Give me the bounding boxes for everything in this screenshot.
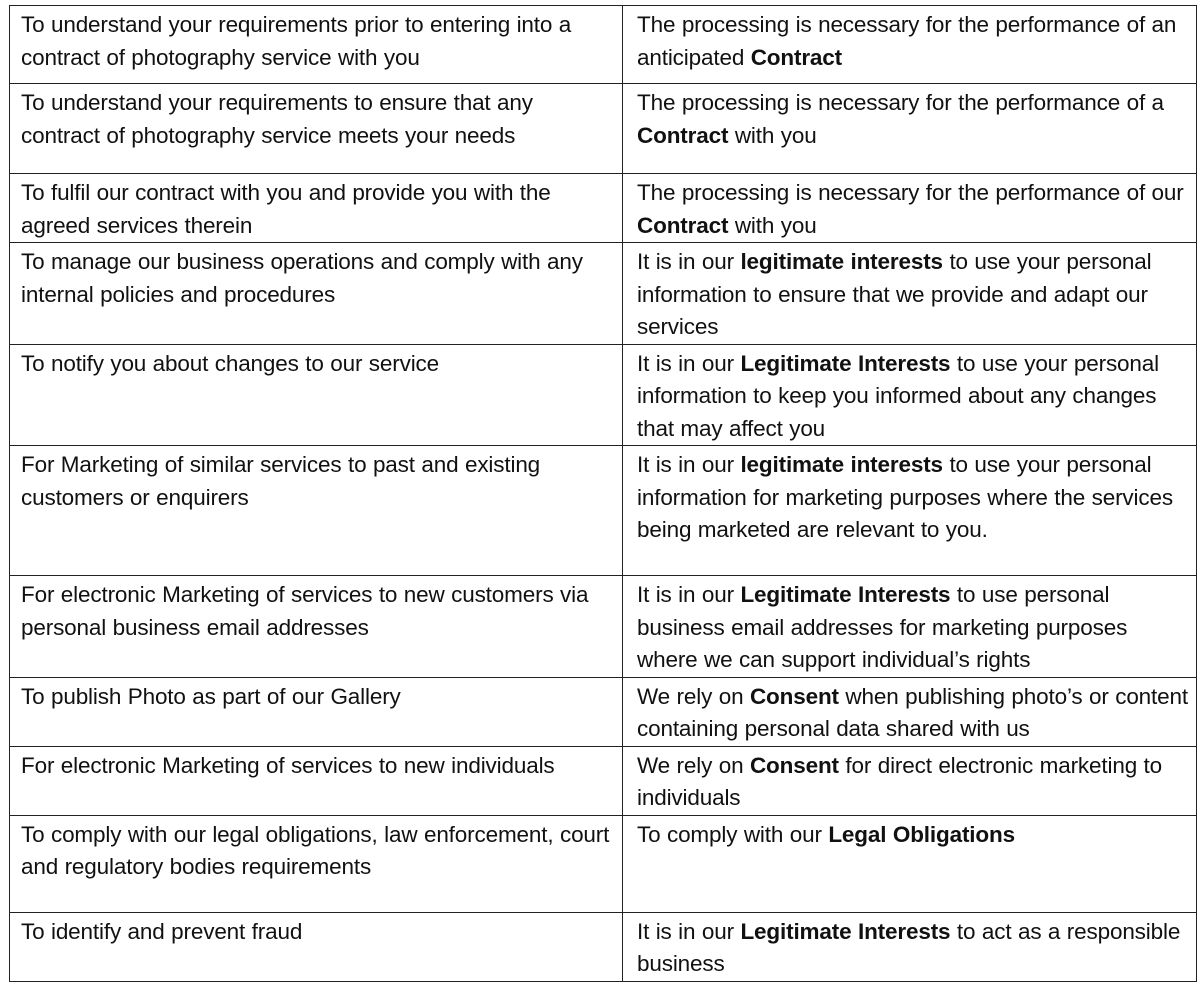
lawful-basis-cell: It is in our Legitimate Interests to use your personal information to keep you informed about any changes that may affect you [623, 344, 1197, 446]
purpose-cell: To notify you about changes to our service [10, 344, 623, 446]
table-row [10, 912, 1197, 981]
lawful-basis-cell: It is in our Legitimate Interests to act as a responsible business [623, 912, 1197, 981]
purpose-cell: To publish Photo as part of our Gallery [10, 677, 623, 746]
purpose-cell: To manage our business operations and comply with any internal policies and procedures [10, 243, 623, 345]
lawful-basis-cell: It is in our legitimate interests to use your personal information for marketing purposes where the services being marketed are relevant to you. [623, 446, 1197, 576]
table-row [10, 576, 1197, 678]
purpose-cell: To understand your requirements prior to entering into a contract of photography service with you [10, 6, 623, 84]
purpose-cell: To fulfil our contract with you and provide you with the agreed services therein [10, 174, 623, 243]
table-row [10, 677, 1197, 746]
table-row [10, 446, 1197, 576]
purpose-cell: For Marketing of similar services to past and existing customers or enquirers [10, 446, 623, 576]
table-row [10, 243, 1197, 345]
purpose-cell: For electronic Marketing of services to new customers via personal business email addresses [10, 576, 623, 678]
lawful-basis-cell: It is in our Legitimate Interests to use personal business email addresses for marketing purposes where we can support individual’s rights [623, 576, 1197, 678]
lawful-basis-cell: We rely on Consent for direct electronic marketing to individuals [623, 746, 1197, 815]
lawful-basis-table [9, 5, 1197, 982]
table-row [10, 84, 1197, 174]
purpose-cell: To identify and prevent fraud [10, 912, 623, 981]
purpose-cell: To comply with our legal obligations, law enforcement, court and regulatory bodies requirements [10, 815, 623, 912]
lawful-basis-cell: The processing is necessary for the performance of an anticipated Contract [623, 6, 1197, 84]
table-row [10, 344, 1197, 446]
purpose-cell: To understand your requirements to ensure that any contract of photography service meets your needs [10, 84, 623, 174]
lawful-basis-cell: To comply with our Legal Obligations [623, 815, 1197, 912]
lawful-basis-cell: It is in our legitimate interests to use your personal information to ensure that we provide and adapt our services [623, 243, 1197, 345]
table-row [10, 746, 1197, 815]
purpose-cell: For electronic Marketing of services to new individuals [10, 746, 623, 815]
lawful-basis-cell: We rely on Consent when publishing photo’s or content containing personal data shared with us [623, 677, 1197, 746]
table-row [10, 174, 1197, 243]
lawful-basis-cell: The processing is necessary for the performance of our Contract with you [623, 174, 1197, 243]
table-row [10, 6, 1197, 84]
table-row [10, 815, 1197, 912]
lawful-basis-cell: The processing is necessary for the performance of a Contract with you [623, 84, 1197, 174]
